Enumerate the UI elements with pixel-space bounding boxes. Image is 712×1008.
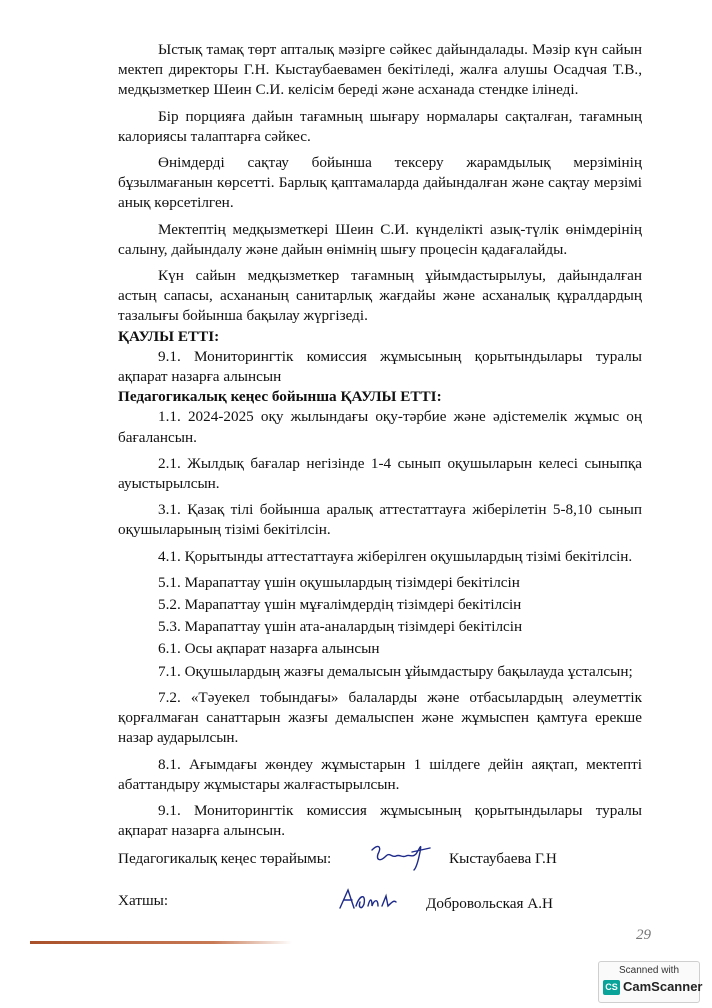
- scanned-with-label: Scanned with: [618, 965, 680, 976]
- paragraph-nurse-supervision: Мектептің медқызметкері Шеин С.И. күнделікті азық-түлік өнімдерінің салыну, дайындалу және дайын өнімнің шығу процесін қадағалайды.: [118, 220, 642, 258]
- paragraph-portion-norms: Бір порцияға дайын тағамның шығару нормалары сақталған, тағамның калориясы талаптарға сәйкес.: [118, 107, 642, 145]
- footer-divider: [30, 941, 292, 944]
- secretary-label: Хатшы:: [118, 892, 169, 909]
- paragraph-hot-meals: Ыстық тамақ төрт апталық мәзірге сәйкес дайындалады. Мәзір күн сайын мектеп директоры Г.Н. Кыстаубаевамен бекітіледі, жалға алушы Осадчая Т.В., медқызметкер Шеин С.И. келісім береді және асханада стендке ілінеді.: [118, 41, 642, 99]
- item-9-1: 9.1. Мониторингтік комиссия жұмысының қорытындылары туралы ақпарат назарға алынсын.: [118, 801, 642, 840]
- paragraph-storage-check: Өнімдерді сақтау бойынша тексеру жарамдылық мерзімінің бұзылмағанын көрсетті. Барлық қаптамаларда дайындалған және сақтау мерзімі анық көрсетілген.: [118, 154, 642, 212]
- item-4-1: 4.1. Қорытынды аттестаттауға жіберілген оқушылардың тізімі бекітілсін.: [158, 547, 633, 565]
- item-9-1-monitoring: 9.1. Мониторингтік комиссия жұмысының қорытындылары туралы ақпарат назарға алынсын: [118, 347, 642, 386]
- item-8-1: 8.1. Ағымдағы жөндеу жұмыстарын 1 шілдеге дейін аяқтап, мектепті абаттандыру жұмыстары жалғастырылсын.: [118, 755, 642, 793]
- secretary-signature-icon: [336, 884, 400, 914]
- item-5-3: 5.3. Марапаттау үшін ата-аналардың тізімдері бекітілсін: [158, 618, 523, 636]
- heading-council-resolved: Педагогикалық кеңес бойынша ҚАУЛЫ ЕТТІ:: [118, 388, 442, 406]
- camscanner-watermark: [598, 961, 703, 1003]
- heading-resolved: ҚАУЛЫ ЕТТІ:: [118, 327, 220, 345]
- chair-name: Кыстаубаева Г.Н: [449, 850, 557, 867]
- item-6-1: 6.1. Осы ақпарат назарға алынсын: [158, 640, 380, 658]
- body-text: [118, 40, 642, 847]
- camscanner-logo-icon: CS: [603, 980, 620, 995]
- chair-signature-icon: [368, 838, 438, 872]
- item-7-1: 7.1. Оқушылардың жазғы демалысын ұйымдастыру бақылауда ұсталсын;: [158, 662, 633, 680]
- item-1-1: 1.1. 2024-2025 оқу жылындағы оқу-тәрбие және әдістемелік жұмыс оң бағалансын.: [118, 408, 642, 446]
- secretary-name: Добровольская А.Н: [426, 895, 553, 912]
- item-3-1: 3.1. Қазақ тілі бойынша аралық аттестаттауға жіберілетін 5-8,10 сынып оқушыларының тізімі бекітілсін.: [118, 501, 642, 539]
- chair-label: Педагогикалық кеңес төрайымы:: [118, 850, 332, 867]
- item-5-1: 5.1. Марапаттау үшін оқушылардың тізімдері бекітілсін: [158, 573, 520, 591]
- paragraph-daily-control: Күн сайын медқызметкер тағамның ұйымдастырылуы, дайындалған астың сапасы, асхананың санитарлық жағдайы және асханалық құралдардың тазалығы бойынша бақылау жүргізеді.: [118, 267, 642, 325]
- item-7-2: 7.2. «Тәуекел тобындағы» балаларды және отбасылардың әлеуметтік қорғалмаған санаттарын жазғы демалыспен және жұмыспен қамтуға ерекше назар аударылсын.: [118, 688, 642, 747]
- item-2-1: 2.1. Жылдық бағалар негізінде 1-4 сынып оқушыларын келесі сыныпқа ауыстырылсын.: [118, 454, 642, 493]
- camscanner-name: CamScanner: [623, 979, 703, 994]
- page-number: 29: [636, 927, 651, 943]
- item-5-2: 5.2. Марапаттау үшін мұғалімдердің тізімдері бекітілсін: [158, 596, 522, 614]
